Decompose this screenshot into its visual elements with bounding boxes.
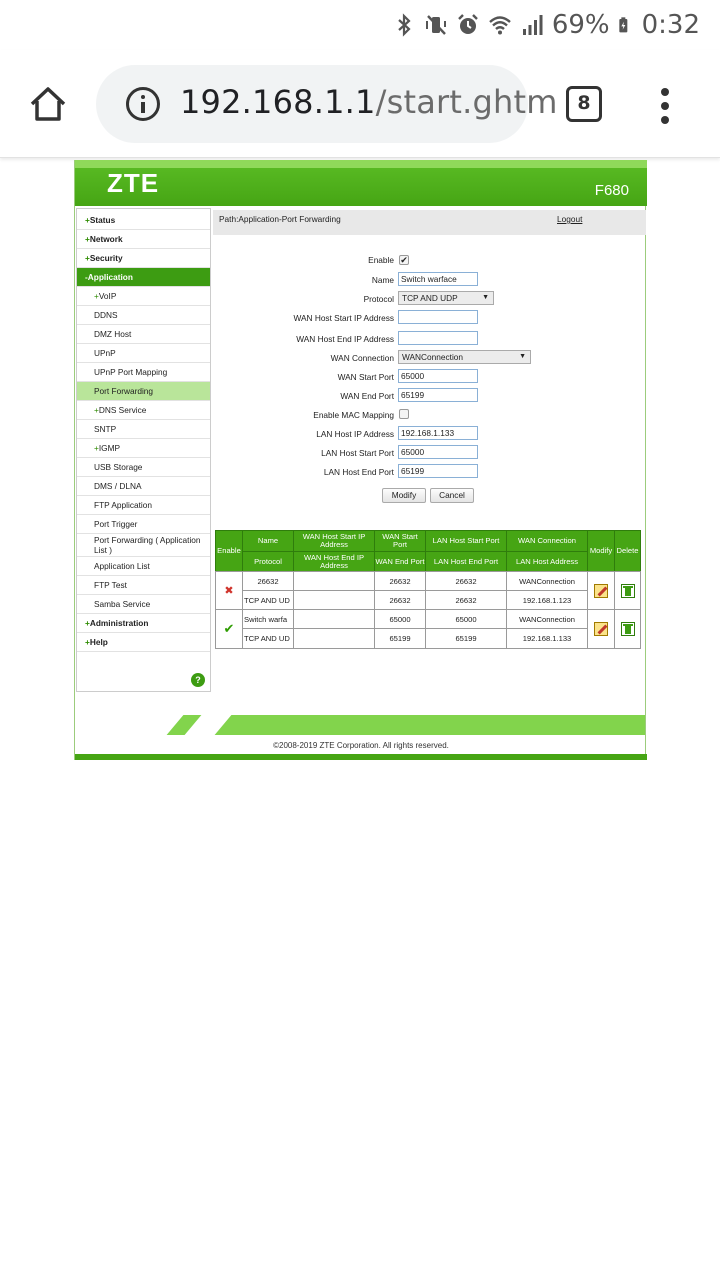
- lan-end-port-label: LAN Host End Port: [323, 467, 394, 477]
- breadcrumb: [213, 210, 646, 235]
- nav-administration[interactable]: +Administration: [77, 614, 210, 633]
- row2-wan-end-port: 65199: [374, 628, 426, 649]
- enable-label: Enable: [368, 255, 394, 265]
- home-icon[interactable]: [26, 82, 70, 126]
- nav-ddns[interactable]: DDNS: [77, 306, 210, 325]
- protocol-select[interactable]: TCP AND UDP ▼: [398, 291, 494, 305]
- nav-network[interactable]: +Network: [77, 230, 210, 249]
- url-path: /start.ghtm: [375, 83, 558, 121]
- wan-end-port-label: WAN End Port: [340, 391, 394, 401]
- nav-dmz-host[interactable]: DMZ Host: [77, 325, 210, 344]
- row1-lan-host-address: 192.168.1.123: [506, 590, 588, 610]
- row1-lan-start-port: 26632: [425, 571, 507, 591]
- wan-end-ip-label: WAN Host End IP Address: [296, 334, 394, 344]
- row2-lan-host-address: 192.168.1.133: [506, 628, 588, 649]
- lan-ip-field[interactable]: 192.168.1.133: [398, 426, 478, 440]
- model-name: F680: [594, 182, 629, 199]
- nav-status[interactable]: +Status: [77, 211, 210, 230]
- header-lan-host-address: LAN Host Address: [506, 551, 588, 572]
- zte-header: [75, 160, 647, 206]
- header-wan-end-ip: WAN Host End IP Address: [293, 551, 375, 572]
- nav-ftp-application[interactable]: FTP Application: [77, 496, 210, 515]
- wan-connection-select[interactable]: WANConnection ▼: [398, 350, 531, 364]
- lan-ip-label: LAN Host IP Address: [316, 429, 394, 439]
- row1-modify-cell: [587, 571, 615, 610]
- bluetooth-icon: [392, 13, 416, 37]
- wan-start-port-label: WAN Start Port: [337, 372, 394, 382]
- row2-protocol: TCP AND UD: [242, 628, 294, 649]
- wan-start-ip-field[interactable]: [398, 310, 478, 324]
- nav-port-forwarding-app-list[interactable]: Port Forwarding ( Application List ): [77, 534, 210, 557]
- edit-icon[interactable]: [594, 584, 608, 598]
- header-lan-start-port: LAN Host Start Port: [425, 530, 507, 552]
- nav-port-trigger[interactable]: Port Trigger: [77, 515, 210, 534]
- footer-bar: [191, 715, 645, 735]
- header-protocol: Protocol: [242, 551, 294, 572]
- row1-wan-start-port: 26632: [374, 571, 426, 591]
- wan-end-ip-field[interactable]: [398, 331, 478, 345]
- nav-dns-service[interactable]: +DNS Service: [77, 401, 210, 420]
- help-icon[interactable]: ?: [191, 673, 205, 687]
- row2-enable-icon: ✔: [215, 609, 243, 649]
- browser-toolbar: [0, 50, 720, 158]
- status-bar: [0, 0, 720, 50]
- lan-start-port-field[interactable]: 65000: [398, 445, 478, 459]
- chevron-down-icon: ▼: [519, 353, 526, 360]
- edit-icon[interactable]: [594, 622, 608, 636]
- wan-connection-label: WAN Connection: [330, 353, 394, 363]
- info-icon[interactable]: [126, 87, 160, 121]
- nav-dms-dlna[interactable]: DMS / DLNA: [77, 477, 210, 496]
- header-wan-start-port: WAN Start Port: [374, 530, 426, 552]
- wan-end-port-field[interactable]: 65199: [398, 388, 478, 402]
- name-field[interactable]: Switch warface: [398, 272, 478, 286]
- wifi-icon: [488, 13, 512, 37]
- row1-wan-start-ip: [293, 571, 375, 591]
- nav-upnp-port-mapping[interactable]: UPnP Port Mapping: [77, 363, 210, 382]
- tab-switcher-button[interactable]: 8: [566, 86, 602, 122]
- status-icons: [392, 8, 700, 42]
- nav-security[interactable]: +Security: [77, 249, 210, 268]
- nav-port-forwarding[interactable]: Port Forwarding: [77, 382, 210, 401]
- vibrate-mute-icon: [424, 13, 448, 37]
- row2-wan-end-ip: [293, 628, 375, 649]
- header-enable: Enable: [215, 530, 243, 572]
- nav-help[interactable]: +Help: [77, 633, 210, 652]
- nav-samba-service[interactable]: Samba Service: [77, 595, 210, 614]
- row1-enable-icon: ✖: [215, 571, 243, 610]
- row2-name: Switch warfa: [242, 609, 294, 629]
- header-modify: Modify: [587, 530, 615, 572]
- row2-wan-start-ip: [293, 609, 375, 629]
- nav-voip[interactable]: +VoIP: [77, 287, 210, 306]
- header-stripe: [75, 160, 647, 168]
- sidebar: [76, 208, 211, 692]
- row1-wan-connection: WANConnection: [506, 571, 588, 591]
- wan-start-ip-label: WAN Host Start IP Address: [293, 313, 394, 323]
- copyright: ©2008-2019 ZTE Corporation. All rights reserved.: [273, 741, 449, 750]
- url-text[interactable]: [180, 83, 558, 121]
- row1-wan-end-ip: [293, 590, 375, 610]
- header-lan-end-port: LAN Host End Port: [425, 551, 507, 572]
- path-text: Path:Application-Port Forwarding: [219, 214, 341, 224]
- lan-end-port-field[interactable]: 65199: [398, 464, 478, 478]
- cancel-button[interactable]: Cancel: [430, 488, 474, 503]
- row2-lan-end-port: 65199: [425, 628, 507, 649]
- row1-lan-end-port: 26632: [425, 590, 507, 610]
- lan-start-port-label: LAN Host Start Port: [321, 448, 394, 458]
- header-delete: Delete: [614, 530, 641, 572]
- header-wan-start-ip: WAN Host Start IP Address: [293, 530, 375, 552]
- row1-name: 26632: [242, 571, 294, 591]
- nav-igmp[interactable]: +IGMP: [77, 439, 210, 458]
- nav-ftp-test[interactable]: FTP Test: [77, 576, 210, 595]
- battery-percent: 69%: [551, 10, 610, 40]
- row2-delete-cell: [614, 609, 641, 649]
- nav-application[interactable]: -Application: [77, 268, 210, 287]
- chevron-down-icon: ▼: [482, 294, 489, 301]
- clock: 0:32: [641, 10, 700, 40]
- row2-wan-connection: WANConnection: [506, 609, 588, 629]
- mac-mapping-label: Enable MAC Mapping: [313, 410, 394, 420]
- header-name: Name: [242, 530, 294, 552]
- nav-sntp[interactable]: SNTP: [77, 420, 210, 439]
- rules-table: [215, 530, 641, 649]
- delete-icon[interactable]: [621, 584, 635, 598]
- protocol-label: Protocol: [363, 294, 394, 304]
- address-bar[interactable]: [96, 65, 558, 143]
- zte-logo: ZTE: [107, 168, 160, 198]
- header-wan-end-port: WAN End Port: [374, 551, 426, 572]
- delete-icon[interactable]: [621, 622, 635, 636]
- row2-modify-cell: [587, 609, 615, 649]
- name-label: Name: [371, 275, 394, 285]
- row1-protocol: TCP AND UD: [242, 590, 294, 610]
- row1-wan-end-port: 26632: [374, 590, 426, 610]
- row2-lan-start-port: 65000: [425, 609, 507, 629]
- url-host: 192.168.1.1: [180, 83, 376, 121]
- logout-link[interactable]: Logout: [557, 214, 583, 224]
- nav-usb-storage[interactable]: USB Storage: [77, 458, 210, 477]
- nav-upnp[interactable]: UPnP: [77, 344, 210, 363]
- alarm-icon: [456, 13, 480, 37]
- enable-checkbox[interactable]: ✔: [400, 255, 408, 265]
- modify-button[interactable]: Modify: [382, 488, 426, 503]
- row2-wan-start-port: 65000: [374, 609, 426, 629]
- signal-icon: [520, 13, 544, 37]
- more-menu-icon[interactable]: [655, 86, 675, 126]
- nav-application-list[interactable]: Application List: [77, 557, 210, 576]
- footer-line: [75, 754, 647, 760]
- header-wan-connection: WAN Connection: [506, 530, 588, 552]
- mac-mapping-checkbox[interactable]: [399, 409, 409, 419]
- battery-charging-icon: [618, 13, 634, 37]
- row1-delete-cell: [614, 571, 641, 610]
- router-page: [74, 160, 646, 760]
- wan-start-port-field[interactable]: 65000: [398, 369, 478, 383]
